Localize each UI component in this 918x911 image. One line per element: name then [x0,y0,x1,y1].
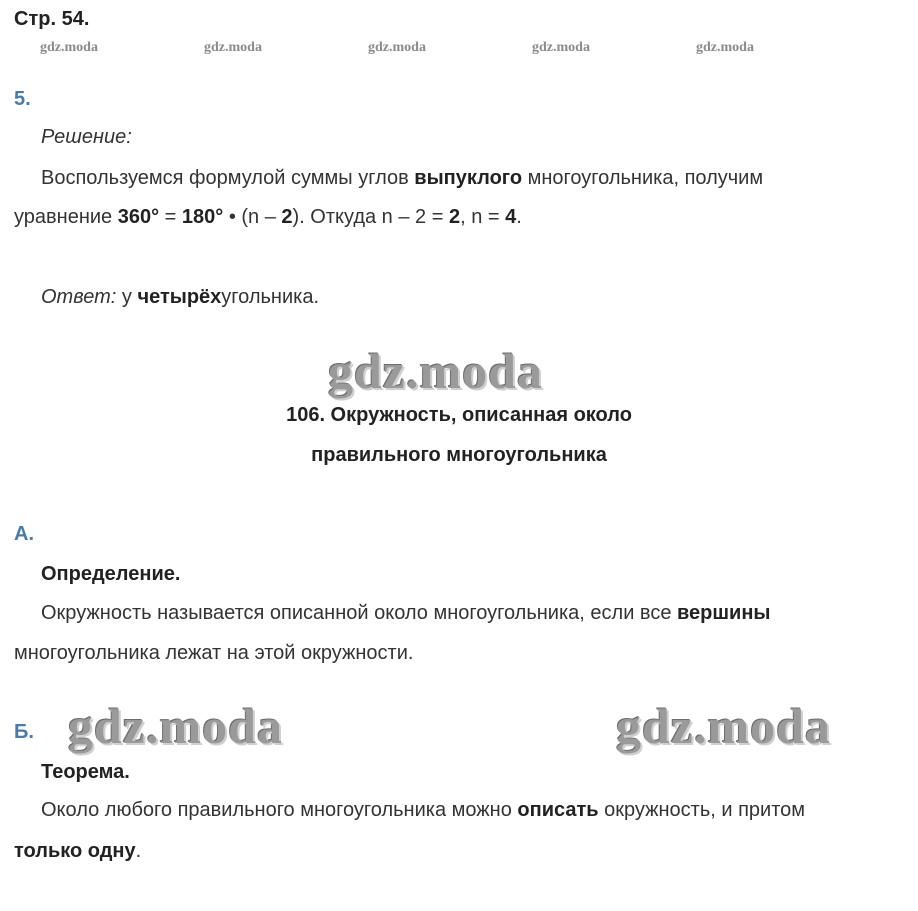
solution-text: = [159,206,182,228]
definition-heading: Определение. [41,563,181,585]
task-number: 5. [14,88,31,110]
solution-text: ). Откуда n – 2 = [292,206,449,228]
part-a-letter: А. [14,523,34,545]
theorem-line2 [14,840,141,863]
definition-paragraph [14,593,906,633]
solution-bold: 360° [117,206,160,228]
definition-bold: вершины [677,602,771,624]
definition-text: Окружность называется описанной около многоугольника, если все [41,602,677,624]
theorem-text: Около любого правильного многоугольника можно [41,799,518,821]
section-title-line2: правильного многоугольника [311,444,607,466]
theorem-bold: описать [517,799,599,821]
solution-text: уравнение [14,206,118,228]
watermark-large: gdz.moda [328,343,543,399]
solution-bold: 180° [181,206,224,228]
page-number: Стр. 54. [14,8,90,30]
watermark-small: gdz.moda [532,40,590,55]
watermark-large: gdz.moda [68,698,283,754]
solution-label: Решение: [41,126,132,148]
section-title-line1: 106. Окружность, описанная около [286,404,632,426]
solution-bold: 4 [505,206,517,228]
watermark-small: gdz.moda [40,40,98,55]
solution-paragraph [14,158,906,198]
solution-bold: выпуклого [414,167,523,189]
answer-bold: четырёх [137,286,222,308]
watermark-small: gdz.moda [204,40,262,55]
solution-text: . [516,206,522,228]
solution-text: , n = [460,206,506,228]
solution-text: многоугольника, получим [522,167,764,189]
theorem-bold: только одну [14,840,136,862]
theorem-heading: Теорема. [41,761,130,783]
solution-text: • (n – [223,206,282,228]
solution-bold: 2 [448,206,461,228]
answer-text: угольника. [221,286,319,308]
theorem-text: окружность, и притом [598,799,806,821]
watermark-small: gdz.moda [368,40,426,55]
solution-bold: 2 [281,206,293,228]
watermark-small: gdz.moda [696,40,754,55]
answer-label: Ответ: [41,286,117,308]
solution-text: Воспользуемся формулой суммы углов [41,167,415,189]
theorem-paragraph [14,790,906,830]
part-b-letter: Б. [14,721,34,743]
watermark-large: gdz.moda [616,698,831,754]
answer-line [41,286,319,309]
answer-text: у [116,286,138,308]
definition-line2: многоугольника лежат на этой окружности. [14,642,414,664]
theorem-text: . [135,840,142,862]
solution-equation-line [14,206,522,229]
